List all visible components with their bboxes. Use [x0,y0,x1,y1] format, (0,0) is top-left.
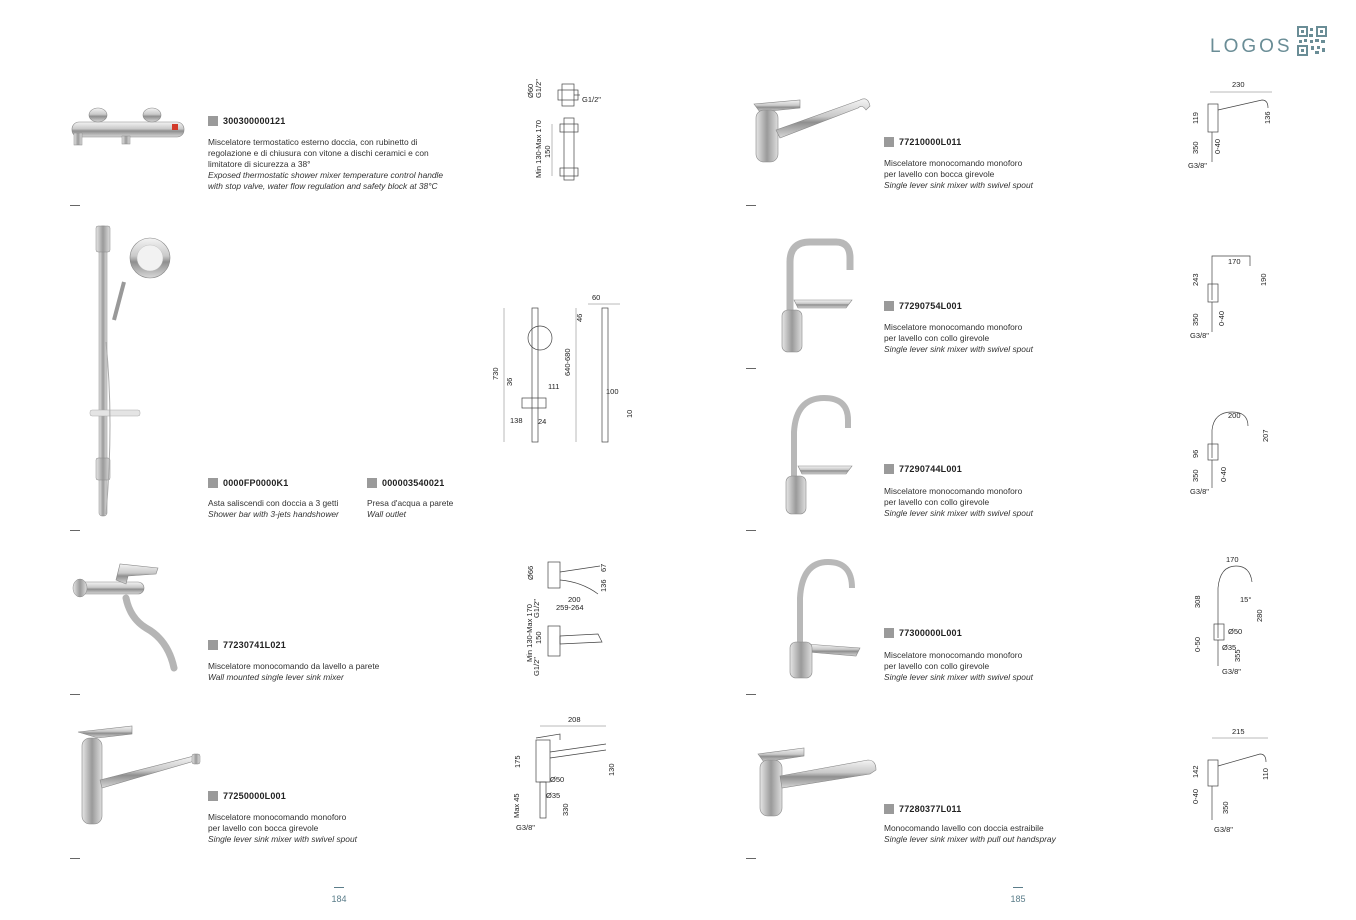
dim-label: 136 [599,579,608,592]
product-code-text: 77300000L001 [899,628,962,638]
section-divider [746,858,756,859]
dim-label: G3/8" [1190,331,1209,340]
desc-en-line: Exposed thermostatic shower mixer temperature control handle [208,170,444,180]
dim-label: 170 [1226,555,1239,564]
dim-label: 36 [505,377,514,386]
dim-label: 350 [1191,469,1200,482]
section-divider [70,205,80,206]
section-divider [746,530,756,531]
dim-label: 60 [592,293,601,302]
tech-drawing-shower-bar [488,290,648,450]
desc-it-line: Miscelatore monocomando monoforo [884,650,1023,660]
desc-it-line: per lavello con collo girevole [884,497,990,507]
section-divider [746,694,756,695]
dim-label: 355 [1233,649,1242,662]
code-marker [208,640,218,650]
dim-label: Ø60 [526,83,535,98]
dim-label: 96 [1191,449,1200,458]
dim-label: Ø35 [1222,643,1237,652]
dim-label: 200 [1228,411,1241,420]
code-marker [884,137,894,147]
dim-label: G3/8" [1188,161,1207,170]
desc-en-line: Single lever sink mixer with pull out handspray [884,834,1056,844]
desc-it-line: Presa d'acqua a parete [367,498,454,508]
product-code [884,301,962,311]
dim-label: Ø66 [526,565,535,580]
code-marker [884,301,894,311]
desc-it-line: regolazione e di chiusura con vitone a dischi ceramici e con [208,148,429,158]
section-divider [746,205,756,206]
product-code-text: 77290754L001 [899,301,962,311]
product-description [884,158,1104,191]
dim-label: 330 [561,803,570,816]
tech-drawing-wall-sink-mixer [522,552,622,680]
dim-label: 215 [1232,727,1245,736]
qr-code-icon [1297,26,1327,56]
dim-label: 308 [1193,595,1202,608]
product-photo-sink-mixer-gooseneck [774,392,864,518]
dim-label: 0-50 [1193,636,1202,652]
dim-label: 350 [1221,801,1230,814]
tech-drawing-sink-mixer [506,712,626,836]
product-description [208,812,428,845]
product-code-text: 000003540021 [382,478,445,488]
dim-label: 640-680 [563,348,572,376]
product-description [884,322,1104,355]
tech-drawing-sink-mixer-arc [1190,552,1290,680]
product-description [884,486,1104,519]
code-marker [884,628,894,638]
dim-label: G1/2" [534,79,543,98]
dim-label: 243 [1191,273,1200,286]
dim-label: 150 [534,631,543,644]
dim-label: 208 [568,715,581,724]
dim-label: 0-40 [1219,466,1228,482]
dim-label: G1/2" [532,657,541,676]
product-code [884,464,962,474]
brand-logo: LOGOS [1210,36,1293,57]
desc-it-line: limitatore di sicurezza a 38° [208,159,311,169]
tech-drawing-sink-mixer-tall [1186,246,1286,344]
dim-label: 0-40 [1191,788,1200,804]
desc-it-line: Miscelatore monocomando monoforo [884,486,1023,496]
product-code-text: 77210000L011 [899,137,962,147]
product-photo-thermostatic-mixer [68,100,190,152]
dim-label: 0-40 [1217,310,1226,326]
dim-label: 138 [510,416,523,425]
tech-drawing-pull-out-mixer [1186,724,1286,836]
code-marker [367,478,377,488]
dim-label: Min 130-Max 170 [534,120,543,178]
page-number-bar [334,887,344,888]
product-code [208,478,288,488]
tech-drawing-sink-mixer-gooseneck [1186,402,1286,500]
desc-it-line: Miscelatore monocomando monoforo [208,812,347,822]
code-marker [208,478,218,488]
desc-it-line: Miscelatore termostatico esterno doccia, con rubinetto di [208,137,418,147]
desc-it-line: per lavello con bocca girevole [208,823,319,833]
desc-it-line: per lavello con collo girevole [884,661,990,671]
dim-label: 46 [575,313,584,322]
section-divider [746,368,756,369]
desc-it-line: per lavello con collo girevole [884,333,990,343]
dim-label: G3/8" [516,823,535,832]
dim-label: 0-40 [1213,138,1222,154]
desc-en-line: Shower bar with 3-jets handshower [208,509,339,519]
dim-label: 230 [1232,80,1245,89]
dim-label: Ø35 [546,791,561,800]
product-description [884,650,1104,683]
section-divider [70,858,80,859]
desc-en-line: Single lever sink mixer with swivel spout [884,344,1033,354]
dim-label: 280 [1255,609,1264,622]
dim-label: 175 [513,755,522,768]
product-description [884,823,1114,845]
dim-label: 730 [491,367,500,380]
dim-label: 350 [1191,141,1200,154]
product-code [208,640,286,650]
desc-it-line: Asta saliscendi con doccia a 3 getti [208,498,339,508]
page-number [1003,887,1033,904]
product-description [208,137,483,192]
page-number-bar [1013,887,1023,888]
product-code-text: 77280377L011 [899,804,962,814]
desc-en-line: Single lever sink mixer with swivel spout [208,834,357,844]
dim-label: Ø50 [550,775,565,784]
dim-label: Ø50 [1228,627,1243,636]
dim-label: 111 [548,382,560,391]
product-code [884,628,962,638]
desc-en-line: Wall mounted single lever sink mixer [208,672,344,682]
section-divider [70,694,80,695]
dim-label: 207 [1261,429,1270,442]
product-code-text: 77290744L001 [899,464,962,474]
product-photo-shower-bar [84,222,174,518]
page-number-text: 184 [331,894,347,904]
product-photo-wall-sink-mixer [70,558,188,680]
dim-label: 15° [1240,595,1252,604]
dim-label: 136 [1263,111,1272,124]
dim-label: 130 [607,763,616,776]
product-code-text: 77230741L021 [223,640,286,650]
product-code [208,791,286,801]
catalog-page-right [678,0,1356,920]
desc-en-line: Single lever sink mixer with swivel spout [884,180,1033,190]
product-photo-sink-mixer [74,722,204,830]
dim-label: 110 [1261,768,1270,780]
dim-label: 200 [568,595,581,604]
dim-label: G3/8" [1214,825,1233,834]
dim-label: Min 130-Max 170 [525,604,534,662]
dim-label: 67 [599,563,608,572]
product-code [884,804,961,814]
product-code [367,478,444,488]
section-divider [70,530,80,531]
code-marker [208,116,218,126]
tech-drawing-sink-mixer-swivel [1186,78,1286,174]
dim-label: 350 [1191,313,1200,326]
product-description [208,498,358,520]
product-photo-sink-mixer-tall [770,234,866,356]
product-photo-pull-out-mixer [750,742,882,822]
dim-label: 10 [625,409,634,418]
product-description [367,498,497,520]
product-code [208,116,285,126]
desc-it-line: Monocomando lavello con doccia estraibile [884,823,1044,833]
product-photo-sink-mixer-arc [776,556,866,682]
desc-it-line: Miscelatore monocomando da lavello a parete [208,661,380,671]
desc-it-line: Miscelatore monocomando monoforo [884,158,1023,168]
tech-drawing-thermostatic-mixer [522,78,612,188]
product-code [884,137,961,147]
product-photo-sink-mixer-swivel [750,90,880,166]
page-number-text: 185 [1010,894,1026,904]
dim-label: 190 [1259,273,1268,286]
dim-label: G1/2" [582,95,601,104]
page-number [324,887,354,904]
dim-label: 170 [1228,257,1241,266]
product-description [208,661,458,683]
dim-label: 119 [1191,112,1200,124]
desc-en-line: Wall outlet [367,509,406,519]
dim-label: 150 [543,145,552,158]
desc-it-line: per lavello con bocca girevole [884,169,995,179]
dim-label: 142 [1191,765,1200,778]
dim-label: 259-264 [556,603,584,612]
code-marker [208,791,218,801]
code-marker [884,464,894,474]
dim-label: 24 [538,417,547,426]
desc-en-line: Single lever sink mixer with swivel spout [884,508,1033,518]
product-code-text: 0000FP0000K1 [223,478,289,488]
code-marker [884,804,894,814]
desc-en-line: Single lever sink mixer with swivel spout [884,672,1033,682]
product-code-text: 300300000121 [223,116,286,126]
desc-it-line: Miscelatore monocomando monoforo [884,322,1023,332]
dim-label: G1/2" [532,599,541,618]
dim-label: G3/8" [1222,667,1241,676]
dim-label: 100 [606,387,619,396]
dim-label: Max 45 [512,793,521,818]
dim-label: G3/8" [1190,487,1209,496]
product-code-text: 77250000L001 [223,791,286,801]
desc-en-line: with stop valve, water flow regulation and safety block at 38°C [208,181,438,191]
